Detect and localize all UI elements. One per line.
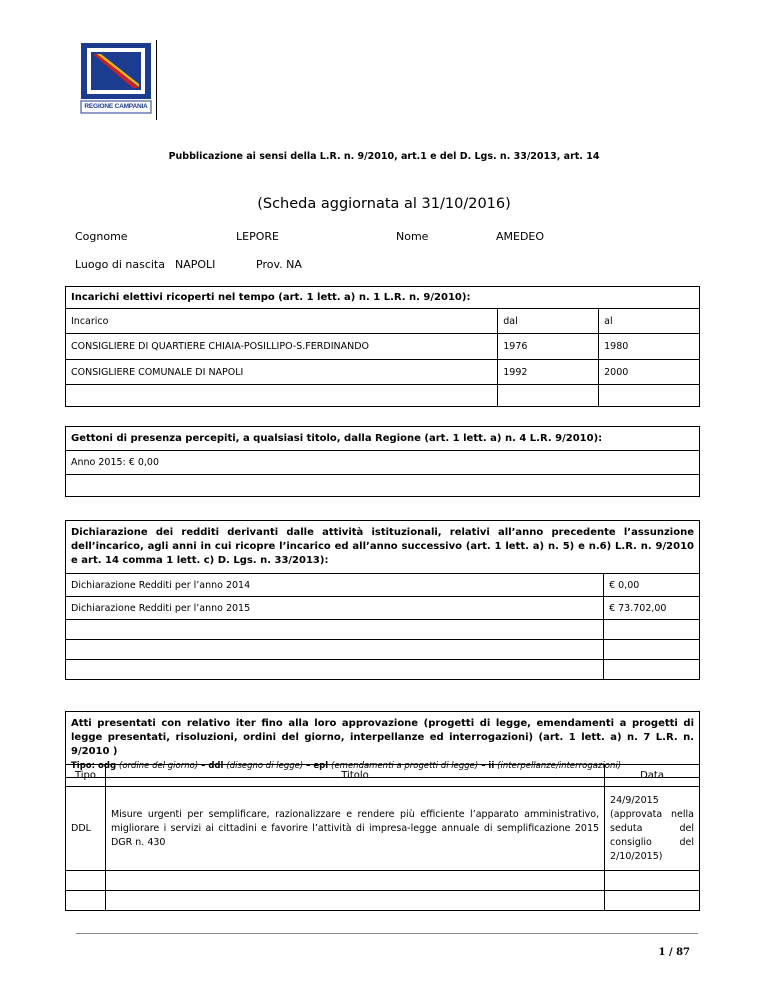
legend-prefix: Tipo: <box>71 761 96 771</box>
table-row <box>66 385 700 407</box>
table-cell: CONSIGLIERE DI QUARTIERE CHIAIA-POSILLIPO-S.FERDINANDO <box>66 334 498 360</box>
col-header-dal: dal <box>498 309 599 334</box>
table-cell: Dichiarazione Redditi per l’anno 2014 <box>66 574 604 597</box>
table-row <box>66 451 700 475</box>
table-cell <box>105 871 604 891</box>
legend-sep: – <box>201 761 206 771</box>
legend-epl: epl <box>313 761 329 771</box>
updated-note: (Scheda aggiornata al 31/10/2016) <box>257 196 511 212</box>
table-cell <box>604 640 700 660</box>
col-header-tipo: Tipo <box>66 765 106 787</box>
table-cell: € 0,00 <box>604 574 700 597</box>
table-row <box>66 597 700 620</box>
legend-sep: – <box>481 761 486 771</box>
table-row <box>66 620 700 640</box>
col-header-al: al <box>599 309 700 334</box>
legend-odg-desc: (ordine del giorno) <box>119 761 199 771</box>
table-cell <box>604 620 700 640</box>
table-cell <box>605 871 700 891</box>
income-table <box>65 520 700 680</box>
table-header-row <box>66 765 700 787</box>
table-cell: 1976 <box>498 334 599 360</box>
table-cell <box>605 891 700 911</box>
table-cell <box>604 660 700 680</box>
table-cell <box>66 475 700 497</box>
surname-label: Cognome <box>75 230 128 243</box>
table-cell: 24/9/2015 (approvata nella seduta del consiglio del 2/10/2015) <box>605 787 700 871</box>
table-row <box>66 334 700 360</box>
legend-ddl: ddl <box>208 761 224 771</box>
table-cell <box>66 871 106 891</box>
table-cell <box>599 385 700 407</box>
birthplace-label: Luogo di nascita <box>75 258 165 271</box>
table-cell: 2000 <box>599 360 700 385</box>
acts-table <box>65 764 700 911</box>
table-row <box>66 360 700 385</box>
legend-sep: – <box>306 761 311 771</box>
legend-epl-desc: (emendamenti a progetti di legge) <box>331 761 479 771</box>
logo-caption: REGIONE CAMPANIA <box>84 103 148 110</box>
surname-value: LEPORE <box>236 230 279 243</box>
name-value: AMEDEO <box>496 230 545 243</box>
table-cell: DDL <box>66 787 106 871</box>
footer-divider <box>76 933 698 934</box>
table-cell: 1992 <box>498 360 599 385</box>
col-header-titolo: Titolo <box>105 765 604 787</box>
table-cell <box>105 891 604 911</box>
table-cell <box>66 640 604 660</box>
table-cell: Dichiarazione Redditi per l’anno 2015 <box>66 597 604 620</box>
table-cell <box>66 620 604 640</box>
income-title: Dichiarazione dei redditi derivanti dalle attività istituzionali, relativi all’anno precedente l’assunzione dell’incarico, agli anni in cui ricopre l’incarico ed all’anno successivo (art. 1 lett. a) n. 5) e n.6) L.R. n. 9/2010 e art. 14 comma 1 lett. c) D. Lgs. n. 33/2013): <box>66 521 700 574</box>
table-cell <box>66 660 604 680</box>
table-row <box>66 787 700 871</box>
acts-title: Atti presentati con relativo iter fino alla loro approvazione (progetti di legge, emendamenti a progetti di legge presentati, risoluzioni, ordini del giorno, interpellanze ed interrogazioni) (art. 1 lett. a) n. 7 L.R. n. 9/2010 ) <box>71 718 694 757</box>
name-label: Nome <box>396 230 429 243</box>
col-header-incarico: Incarico <box>66 309 498 334</box>
legend-ddl-desc: (disegno di legge) <box>226 761 304 771</box>
table-cell <box>66 891 106 911</box>
table-row <box>66 574 700 597</box>
attendance-fees-table <box>65 426 700 497</box>
table-cell: Anno 2015: € 0,00 <box>66 451 700 475</box>
table-row <box>66 475 700 497</box>
publication-note: Pubblicazione ai sensi della L.R. n. 9/2010, art.1 e del D. Lgs. n. 33/2013, art. 14 <box>168 151 600 162</box>
table-cell: Misure urgenti per semplificare, razionalizzare e rendere più efficiente l’apparato amministrativo, migliorare i servizi ai cittadini e favorire l’attività di impresa-legge annuale di semplificazione 2015 DGR n. 430 <box>105 787 604 871</box>
province-value: Prov. NA <box>256 258 302 271</box>
logo-divider <box>156 40 157 120</box>
table-cell <box>498 385 599 407</box>
table-header-row <box>66 309 700 334</box>
table-cell <box>66 385 498 407</box>
table-row <box>66 660 700 680</box>
legend-odg: odg <box>98 761 117 771</box>
table-cell: 1980 <box>599 334 700 360</box>
elective-offices-title: Incarichi elettivi ricoperti nel tempo (art. 1 lett. a) n. 1 L.R. n. 9/2010): <box>66 287 700 309</box>
attendance-fees-title: Gettoni di presenza percepiti, a qualsiasi titolo, dalla Regione (art. 1 lett. a) n. 4 L.R. 9/2010): <box>66 427 700 451</box>
regione-campania-logo <box>77 41 155 119</box>
legend-ii: ii <box>488 761 495 771</box>
legend-ii-desc: (interpellanze/interrogazioni) <box>497 761 622 771</box>
elective-offices-table <box>65 286 700 407</box>
birthplace-value: NAPOLI <box>175 258 216 271</box>
page-number: 1 / 87 <box>658 947 690 958</box>
table-row <box>66 640 700 660</box>
table-cell: CONSIGLIERE COMUNALE DI NAPOLI <box>66 360 498 385</box>
table-row <box>66 871 700 891</box>
table-row <box>66 891 700 911</box>
table-cell: € 73.702,00 <box>604 597 700 620</box>
col-header-data: Data <box>605 765 700 787</box>
